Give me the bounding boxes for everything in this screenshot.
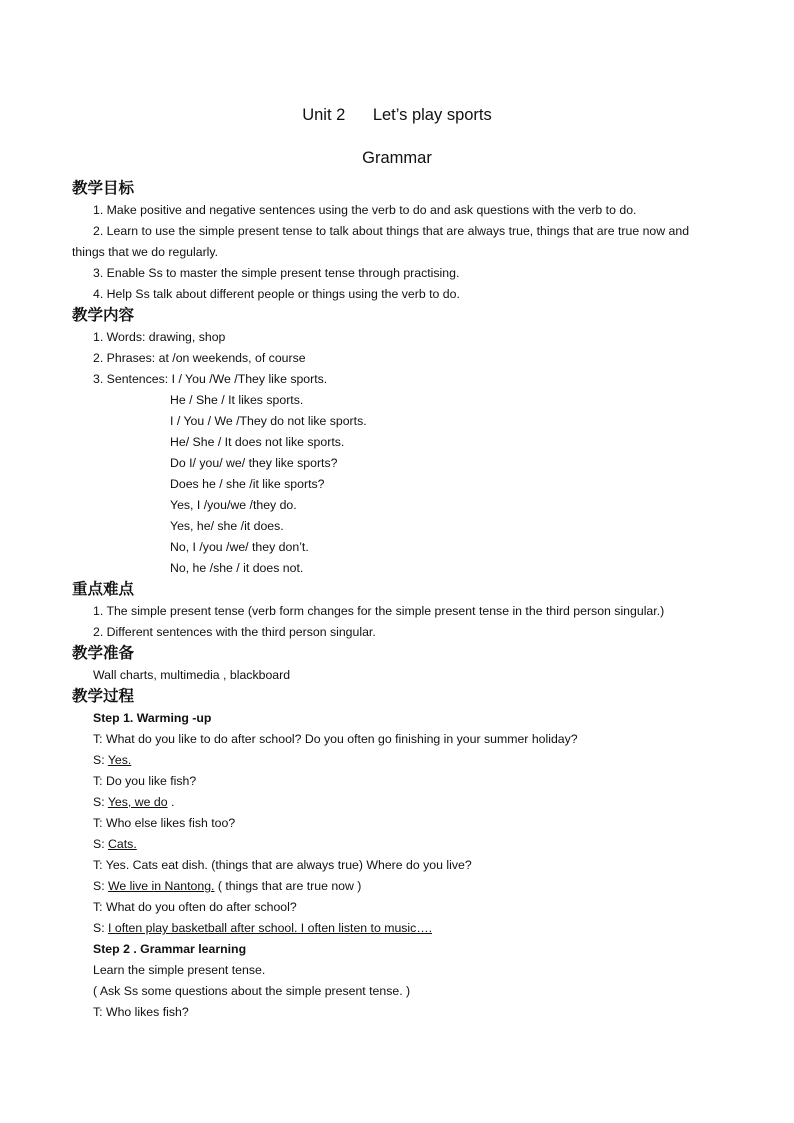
dialog-text: T: What do you often do after school? bbox=[93, 900, 297, 914]
sentence-example: He/ She / It does not like sports. bbox=[170, 435, 345, 449]
key-point-item: 2. Different sentences with the third person singular. bbox=[93, 625, 376, 639]
dialog-text: T: What do you like to do after school? Do you often go finishing in your summer holiday? bbox=[93, 732, 578, 746]
objective-item: 4. Help Ss talk about different people or things using the verb to do. bbox=[93, 287, 460, 301]
sentence-example: No, he /she / it does not. bbox=[170, 561, 304, 575]
dialog-line bbox=[72, 897, 724, 918]
dialog-speaker: S: bbox=[93, 921, 109, 935]
underlined-answer: Yes, we do bbox=[107, 795, 168, 809]
step-2-title: Step 2 . Grammar learning bbox=[93, 942, 247, 956]
dialog-text: T: Yes. Cats eat dish. (things that are always true) Where do you live? bbox=[93, 858, 472, 872]
sentence-example: Do I/ you/ we/ they like sports? bbox=[170, 456, 338, 470]
dialog-line bbox=[72, 771, 724, 792]
page-subtitle: Grammar bbox=[362, 149, 432, 167]
dialog-text: T: Do you like fish? bbox=[93, 774, 197, 788]
objective-item: 2. Learn to use the simple present tense to talk about things that are always true, things that are true now and things that we do regularly. bbox=[72, 224, 690, 259]
content-item: 2. Phrases: at /on weekends, of course bbox=[93, 351, 306, 365]
dialog-speaker: S: bbox=[93, 753, 108, 767]
key-points-heading: 重点难点 bbox=[72, 581, 135, 598]
underlined-answer: I often play basketball after school. I often listen to music…. bbox=[108, 921, 433, 935]
dialog-speaker: S: bbox=[93, 795, 108, 809]
objective-item: 3. Enable Ss to master the simple present tense through practising. bbox=[93, 266, 460, 280]
dialog-suffix: ( things that are true now ) bbox=[214, 879, 362, 893]
sentence-example: I / You / We /They do not like sports. bbox=[170, 414, 367, 428]
content-heading: 教学内容 bbox=[72, 307, 135, 324]
sentence-example: Does he / she /it like sports? bbox=[170, 477, 325, 491]
underlined-answer: Cats. bbox=[108, 837, 137, 851]
sentence-example: Yes, I /you/we /they do. bbox=[170, 498, 297, 512]
sentence-example: Yes, he/ she /it does. bbox=[170, 519, 284, 533]
objectives-heading: 教学目标 bbox=[72, 180, 135, 197]
step-2-line: ( Ask Ss some questions about the simple present tense. ) bbox=[93, 984, 411, 998]
underlined-answer: We live in Nantong. bbox=[108, 879, 215, 893]
step-1-title: Step 1. Warming -up bbox=[93, 711, 212, 725]
step-2-line: T: Who likes fish? bbox=[93, 1005, 189, 1019]
dialog-speaker: S: bbox=[93, 879, 109, 893]
dialog-speaker: S: bbox=[93, 837, 109, 851]
sentence-example: No, I /you /we/ they don’t. bbox=[170, 540, 309, 554]
preparation-text: Wall charts, multimedia , blackboard bbox=[93, 668, 291, 682]
dialog-line bbox=[72, 813, 724, 834]
dialog-line bbox=[72, 729, 724, 750]
dialog-suffix: . bbox=[167, 795, 175, 809]
page-title: Unit 2 Let’s play sports bbox=[302, 106, 492, 124]
sentence-example: He / She / It likes sports. bbox=[170, 393, 304, 407]
step-2-line: Learn the simple present tense. bbox=[93, 963, 266, 977]
document-body bbox=[72, 178, 724, 1023]
dialog-line bbox=[72, 855, 724, 876]
dialog-line bbox=[72, 918, 724, 939]
dialog-line bbox=[72, 750, 724, 771]
dialog-line bbox=[72, 834, 724, 855]
content-item: 1. Words: drawing, shop bbox=[93, 330, 226, 344]
dialog-text: T: Who else likes fish too? bbox=[93, 816, 236, 830]
process-heading: 教学过程 bbox=[72, 688, 135, 705]
underlined-answer: Yes. bbox=[107, 753, 132, 767]
key-point-item: 1. The simple present tense (verb form changes for the simple present tense in the third person singular.) bbox=[93, 604, 665, 618]
content-item: 3. Sentences: I / You /We /They like sports. bbox=[93, 372, 328, 386]
preparation-heading: 教学准备 bbox=[72, 645, 135, 662]
dialog-line bbox=[72, 792, 724, 813]
dialog-line bbox=[72, 876, 724, 897]
objective-item: 1. Make positive and negative sentences using the verb to do and ask questions with the verb to do. bbox=[93, 203, 637, 217]
